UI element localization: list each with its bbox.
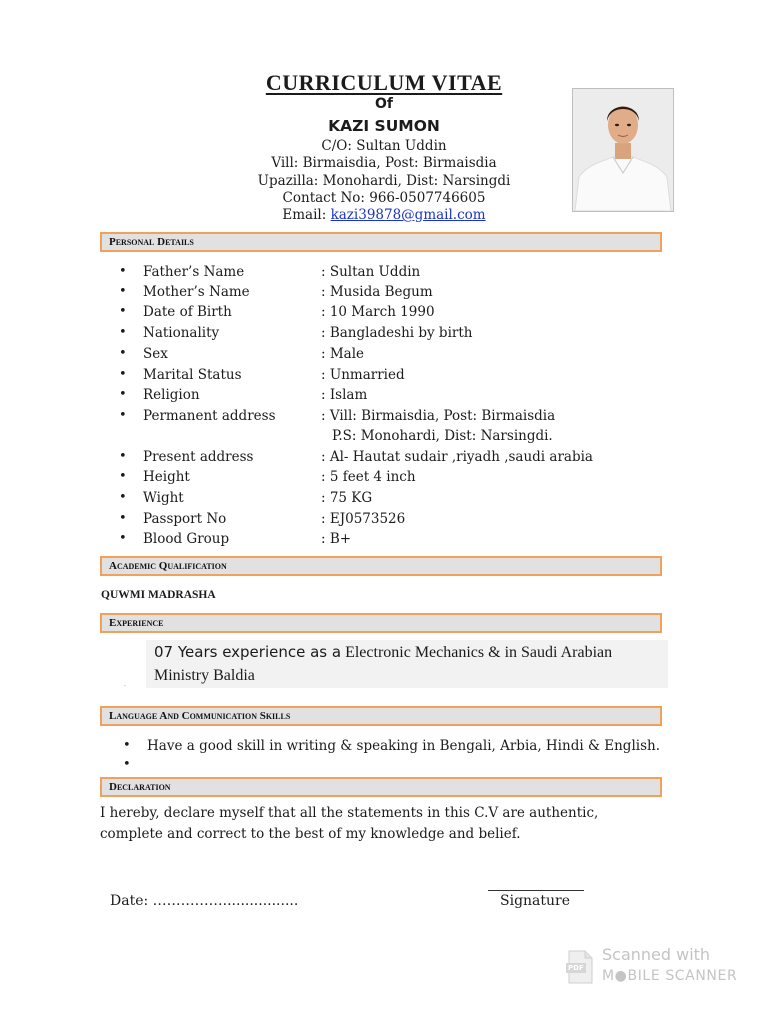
pdf-icon-label: PDF: [568, 964, 584, 972]
academic-qualification-text: QUWMI MADRASHA: [101, 589, 216, 601]
signature-label: Signature: [500, 893, 571, 909]
dob-label: Date of Birth: [143, 304, 232, 320]
bullet-icon: •: [119, 304, 127, 319]
candidate-name: KAZI SUMON: [328, 117, 440, 135]
email-link[interactable]: kazi39878@gmail.com: [330, 207, 486, 223]
date-field: Date: …………….................: [110, 893, 299, 909]
section-declaration: Declaration: [100, 777, 662, 797]
person-photo-icon: [573, 89, 673, 211]
sex-label: Sex: [143, 346, 168, 362]
declaration-line-1: I hereby, declare myself that all the statements in this C.V are authentic,: [100, 805, 599, 821]
bullet-icon: •: [123, 738, 131, 753]
experience-rest: Electronic Mechanics & in Saudi Arabian: [341, 644, 613, 661]
bullet-icon: •: [119, 511, 127, 526]
passport-value: : EJ0573526: [321, 511, 406, 527]
signature-line: [488, 890, 584, 891]
pdf-document-icon: [566, 950, 594, 984]
weight-label: Wight: [143, 490, 184, 506]
experience-line-1: [154, 643, 612, 662]
email-label: Email:: [282, 207, 331, 223]
religion-value: : Islam: [321, 387, 368, 403]
nationality-value: : Bangladeshi by birth: [321, 325, 473, 341]
present-address-label: Present address: [143, 449, 254, 465]
bullet-icon: •: [119, 408, 127, 423]
bullet-icon: •: [119, 264, 127, 279]
contact-number: Contact No: 966-0507746605: [282, 190, 486, 206]
bullet-icon: •: [119, 346, 127, 361]
permanent-address-value-line2: P.S: Monohardi, Dist: Narsingdi.: [332, 428, 553, 444]
height-label: Height: [143, 469, 190, 485]
bullet-icon: •: [119, 325, 127, 340]
father-name-value: : Sultan Uddin: [321, 264, 421, 280]
nationality-label: Nationality: [143, 325, 220, 341]
blood-group-label: Blood Group: [143, 531, 230, 547]
experience-line-2: Ministry Baldia: [154, 667, 255, 684]
permanent-address-label: Permanent address: [143, 408, 276, 424]
watermark-line-1: Scanned with: [602, 945, 711, 964]
mother-name-value: : Musida Begum: [321, 284, 433, 300]
sex-value: : Male: [321, 346, 365, 362]
declaration-line-2: complete and correct to the best of my knowledge and belief.: [100, 826, 521, 842]
bullet-icon: •: [119, 387, 127, 402]
bullet-icon: •: [119, 531, 127, 546]
watermark-line-2: M●BILE SCANNER: [602, 968, 738, 984]
marital-status-value: : Unmarried: [321, 367, 405, 383]
bullet-icon: •: [119, 469, 127, 484]
section-experience: Experience: [100, 613, 662, 633]
bullet-icon: •: [123, 757, 131, 772]
religion-label: Religion: [143, 387, 200, 403]
present-address-value: : Al- Hautat sudair ,riyadh ,saudi arabia: [321, 449, 593, 465]
cv-title: CURRICULUM VITAE: [265, 70, 503, 95]
weight-value: : 75 KG: [321, 490, 373, 506]
father-name-label: Father’s Name: [143, 264, 245, 280]
language-skill-text: Have a good skill in writing & speaking in Bengali, Arbia, Hindi & English.: [147, 738, 660, 754]
profile-photo: [572, 88, 674, 212]
blood-group-value: : B+: [321, 531, 352, 547]
upazilla-district: Upazilla: Monohardi, Dist: Narsingdi: [257, 173, 511, 189]
bullet-icon: •: [119, 284, 127, 299]
bullet-icon: •: [119, 367, 127, 382]
stray-mark: ·: [124, 683, 126, 690]
mother-name-label: Mother’s Name: [143, 284, 250, 300]
of-text: Of: [375, 96, 393, 112]
section-personal-details: Personal Details: [100, 232, 662, 252]
dob-value: : 10 March 1990: [321, 304, 435, 320]
section-academic-qualification: Academic Qualification: [100, 556, 662, 576]
experience-lead: 07 Years experience as a: [154, 643, 342, 661]
village-post: Vill: Birmaisdia, Post: Birmaisdia: [271, 155, 497, 171]
bullet-icon: •: [119, 490, 127, 505]
marital-status-label: Marital Status: [143, 367, 242, 383]
section-language-skills: Language And Communication Skills: [100, 706, 662, 726]
care-of: C/O: Sultan Uddin: [321, 138, 447, 154]
bullet-icon: •: [119, 449, 127, 464]
passport-label: Passport No: [143, 511, 227, 527]
height-value: : 5 feet 4 inch: [321, 469, 416, 485]
permanent-address-value: : Vill: Birmaisdia, Post: Birmaisdia: [321, 408, 556, 424]
